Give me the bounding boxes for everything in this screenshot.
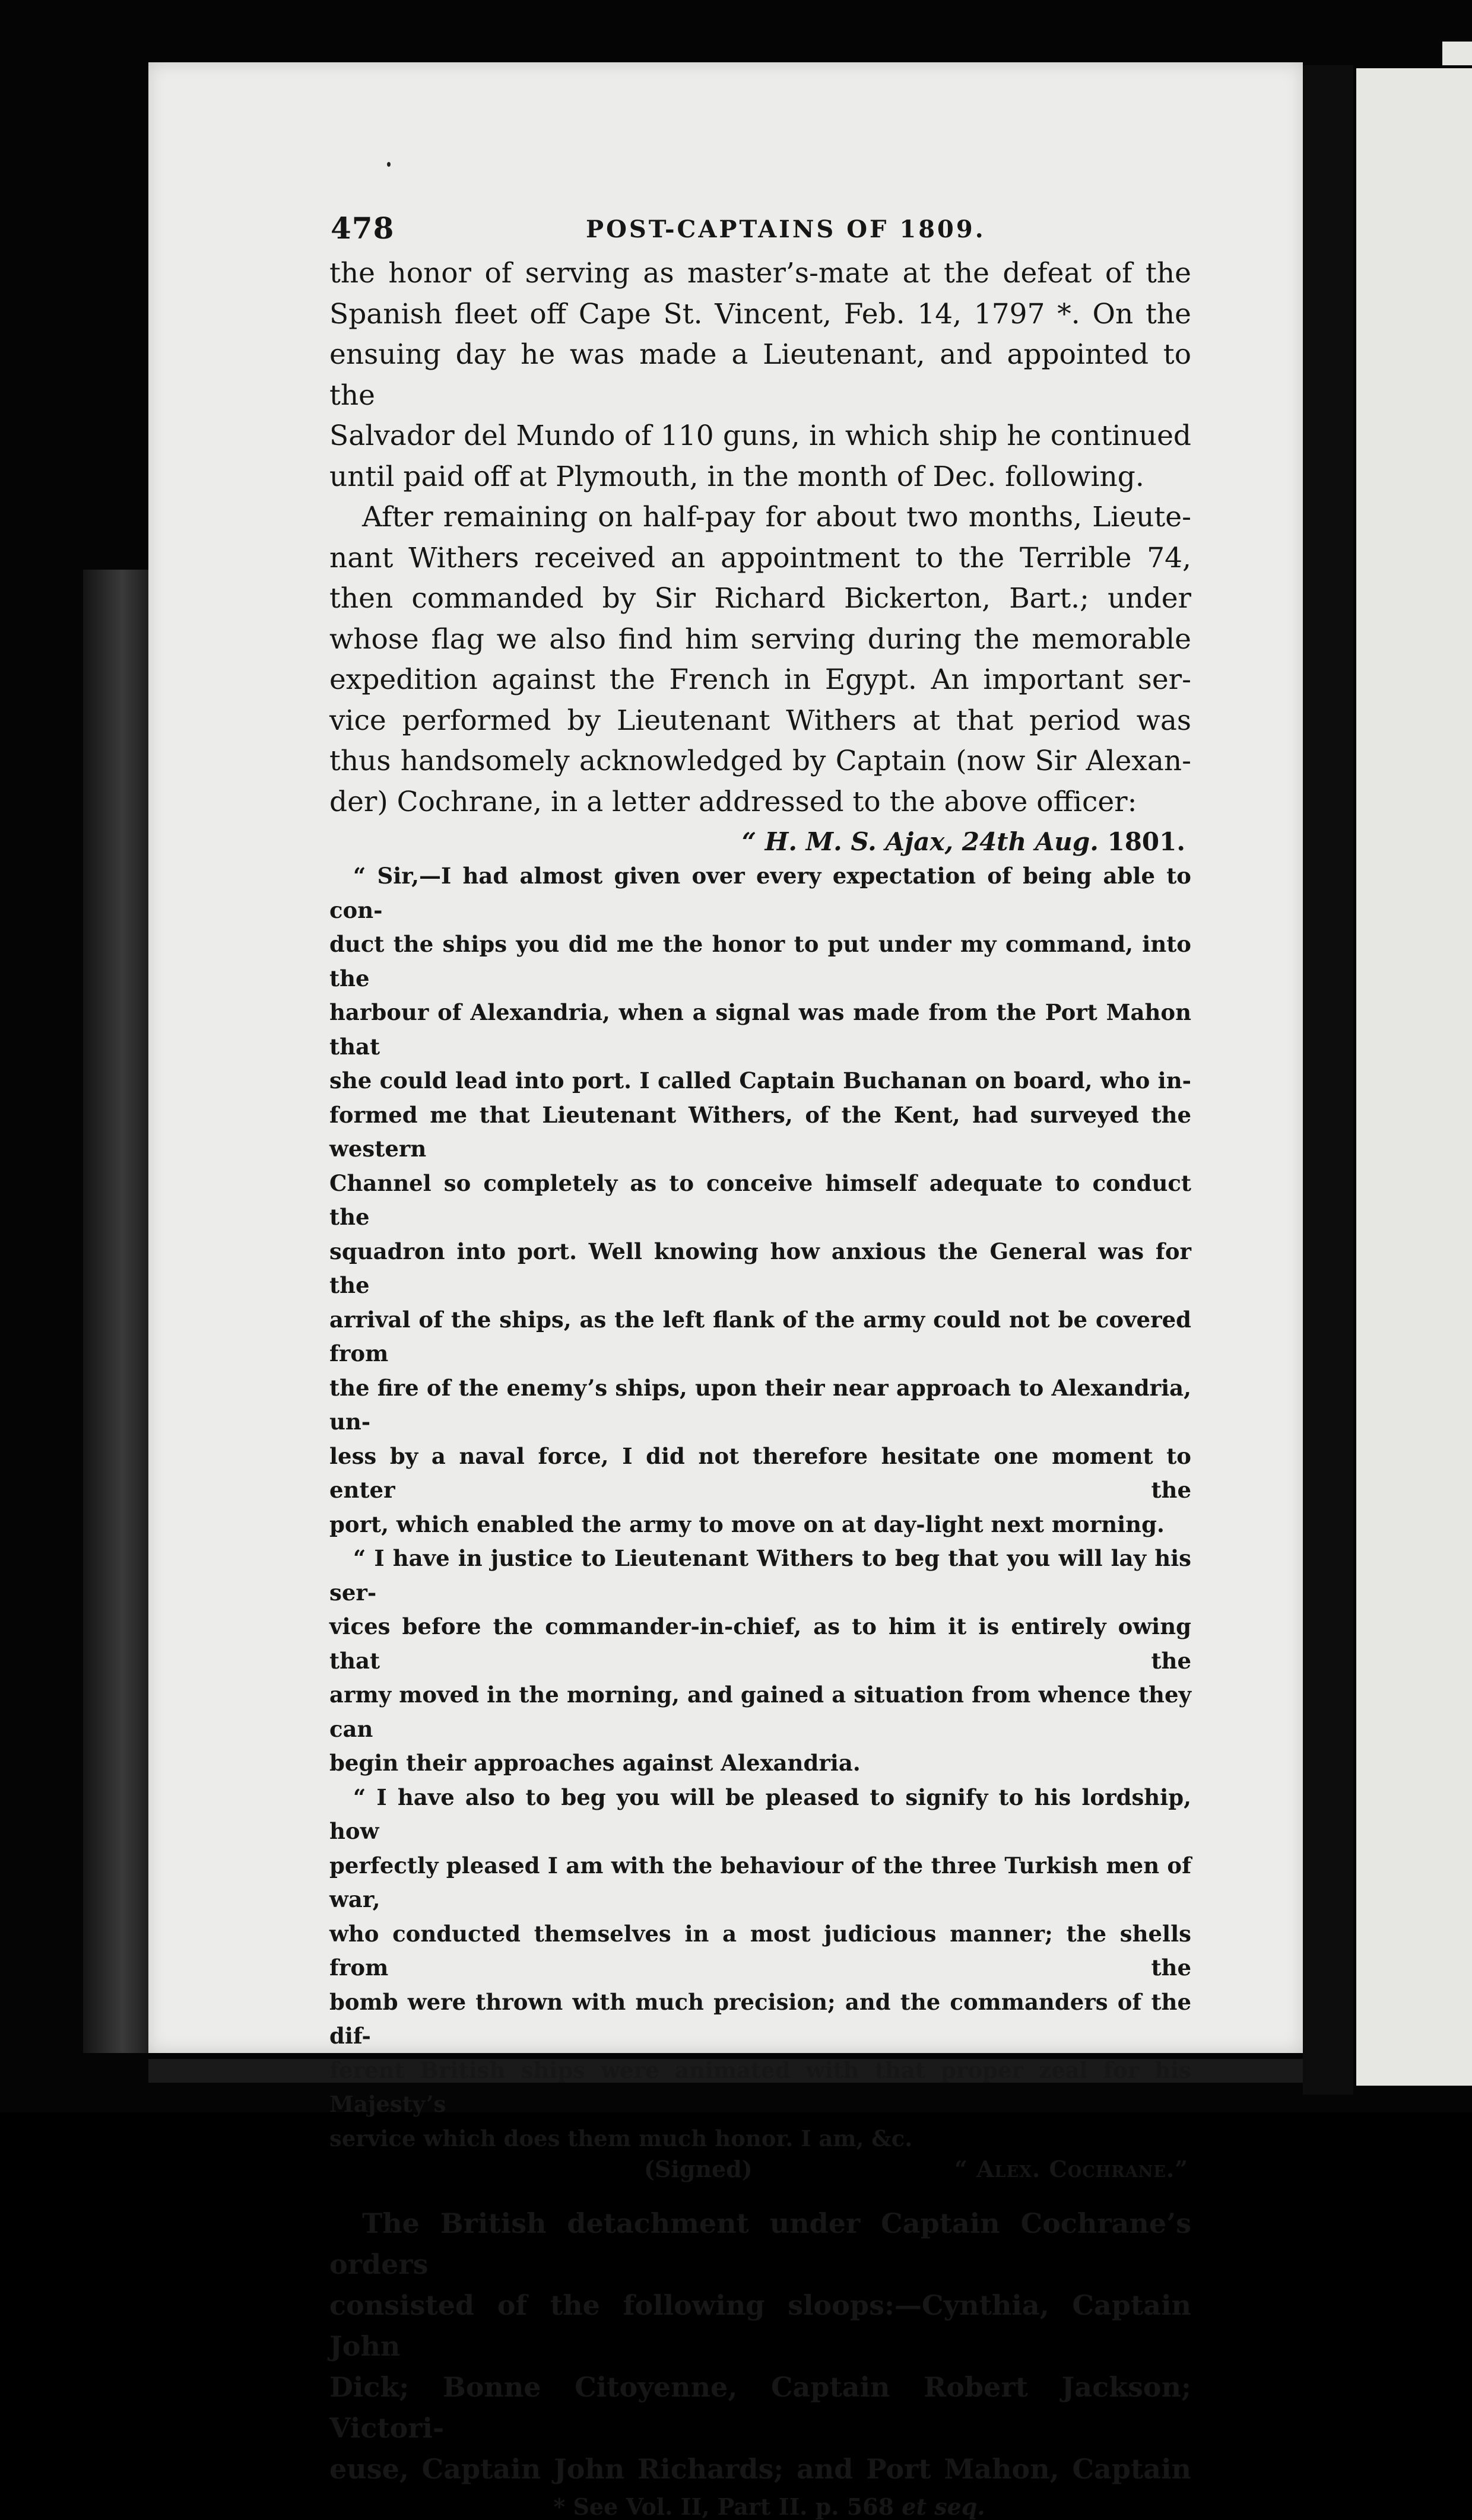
facing-page-corner [1442, 42, 1472, 65]
letter-line: “ I have in justice to Lieutenant Withers to beg that you will lay his ser- [329, 1545, 1191, 1606]
letter-signature [329, 2156, 1191, 2190]
text-line: Salvador del Mundo of 110 guns, in which ship he continued [329, 420, 1191, 452]
dateline-year: 1801. [1107, 827, 1185, 856]
letter-line: squadron into port. Well knowing how anxious the General was for the [329, 1238, 1191, 1298]
text-line: consisted of the following sloops:—Cynthia, Captain John [329, 2289, 1191, 2362]
text-line: vice performed by Lieutenant Withers at that period was [329, 704, 1191, 737]
letter-paragraph-1 [329, 859, 1191, 1542]
page-text [329, 211, 1191, 2520]
running-title: POST-CAPTAINS OF 1809. [586, 215, 986, 243]
running-head [331, 211, 1191, 253]
letter-line: the fire of the enemy’s ships, upon their near approach to Alexandria, un- [329, 1374, 1191, 1435]
dateline-date: 24th Aug. [962, 827, 1099, 856]
paragraph-service-at-st-vincent [329, 253, 1191, 497]
text-line: thus handsomely acknowledged by Captain (now Sir Alexan- [329, 745, 1191, 777]
text-line: nant Withers received an appointment to the Terrible 74, [329, 541, 1191, 574]
text-line: then commanded by Sir Richard Bickerton, Bart.; under [329, 582, 1191, 615]
text-line: euse, Captain John Richards; and Port Mahon, Captain [329, 2453, 1191, 2485]
paragraph-terrible-appointment [329, 497, 1191, 822]
text-line: until paid off at Plymouth, in the month of Dec. following. [329, 460, 1144, 493]
page-number: 478 [331, 211, 395, 246]
footnote-suffix: et seq. [902, 2493, 985, 2520]
footnote [329, 2493, 1191, 2520]
text-line: ensuing day he was made a Lieutenant, and appointed to the [329, 338, 1191, 412]
letter-line: arrival of the ships, as the left flank of the army could not be covered from [329, 1306, 1191, 1367]
letter-line: army moved in the morning, and gained a situation from whence they can [329, 1682, 1191, 1742]
book-gutter [1303, 65, 1353, 2095]
text-line: After remaining on half-pay for about two months, Lieute- [362, 501, 1191, 533]
letter-line: port, which enabled the army to move on at day-light next morning. [329, 1511, 1165, 1537]
letter-dateline [329, 825, 1191, 859]
letter-line: duct the ships you did me the honor to put under my command, into the [329, 931, 1191, 992]
letter-line: service which does them much honor. I am, &c. [329, 2125, 913, 2152]
letter-line: begin their approaches against Alexandria. [329, 1750, 861, 1776]
letter-line: vices before the commander-in-chief, as to him it is entirely owing that the [329, 1613, 1191, 1674]
letter-paragraph-3 [329, 1781, 1191, 2156]
signer-name: “ Alex. Cochrane.” [954, 2156, 1188, 2182]
letter-paragraph-2 [329, 1542, 1191, 1781]
signed-label: (Signed) [644, 2156, 753, 2182]
letter-line: she could lead into port. I called Captain Buchanan on board, who in- [329, 1067, 1191, 1094]
letter-line: harbour of Alexandria, when a signal was made from the Port Mahon that [329, 999, 1191, 1060]
letter-line: less by a naval force, I did not therefore hesitate one moment to enter the [329, 1442, 1191, 1503]
letter-line: bomb were thrown with much precision; and the commanders of the dif- [329, 1988, 1191, 2049]
text-line: the honor of serving as master’s-mate at the defeat of the [329, 257, 1191, 290]
text-line: whose flag we also find him serving during the memorable [329, 622, 1191, 656]
ink-speck [387, 162, 391, 167]
letter-line: who conducted themselves in a most judicious manner; the shells from the [329, 1920, 1191, 1981]
book-left-edge [83, 570, 148, 2053]
paragraph-british-detachment [329, 2203, 1191, 2490]
text-line: Dick; Bonne Citoyenne, Captain Robert Jackson; Victori- [329, 2371, 1191, 2444]
letter-line: ferent British ships were animated with that proper zeal for his Majesty’s [329, 2057, 1191, 2117]
text-line: Spanish fleet off Cape St. Vincent, Feb. 14, 1797 *. On the [329, 297, 1191, 331]
text-line: der) Cochrane, in a letter addressed to the above officer: [329, 785, 1137, 818]
letter-line: formed me that Lieutenant Withers, of the Kent, had surveyed the western [329, 1101, 1191, 1162]
letter-line: perfectly pleased I am with the behaviour of the three Turkish men of war, [329, 1852, 1191, 1912]
footnote-text: * See Vol. II, Part II. p. 568 [553, 2493, 894, 2520]
letter-line: “ I have also to beg you will be pleased to signify to his lordship, how [329, 1784, 1191, 1844]
text-line: The British detachment under Captain Cochrane’s orders [329, 2207, 1191, 2280]
letter-line: “ Sir,—I had almost given over every expectation of being able to con- [329, 863, 1191, 923]
letter-line: Channel so completely as to conceive himself adequate to conduct the [329, 1170, 1191, 1230]
facing-page-edge [1356, 68, 1472, 2086]
text-line: expedition against the French in Egypt. An important ser- [329, 663, 1191, 696]
dateline-ship: “ H. M. S. Ajax, [741, 827, 954, 856]
